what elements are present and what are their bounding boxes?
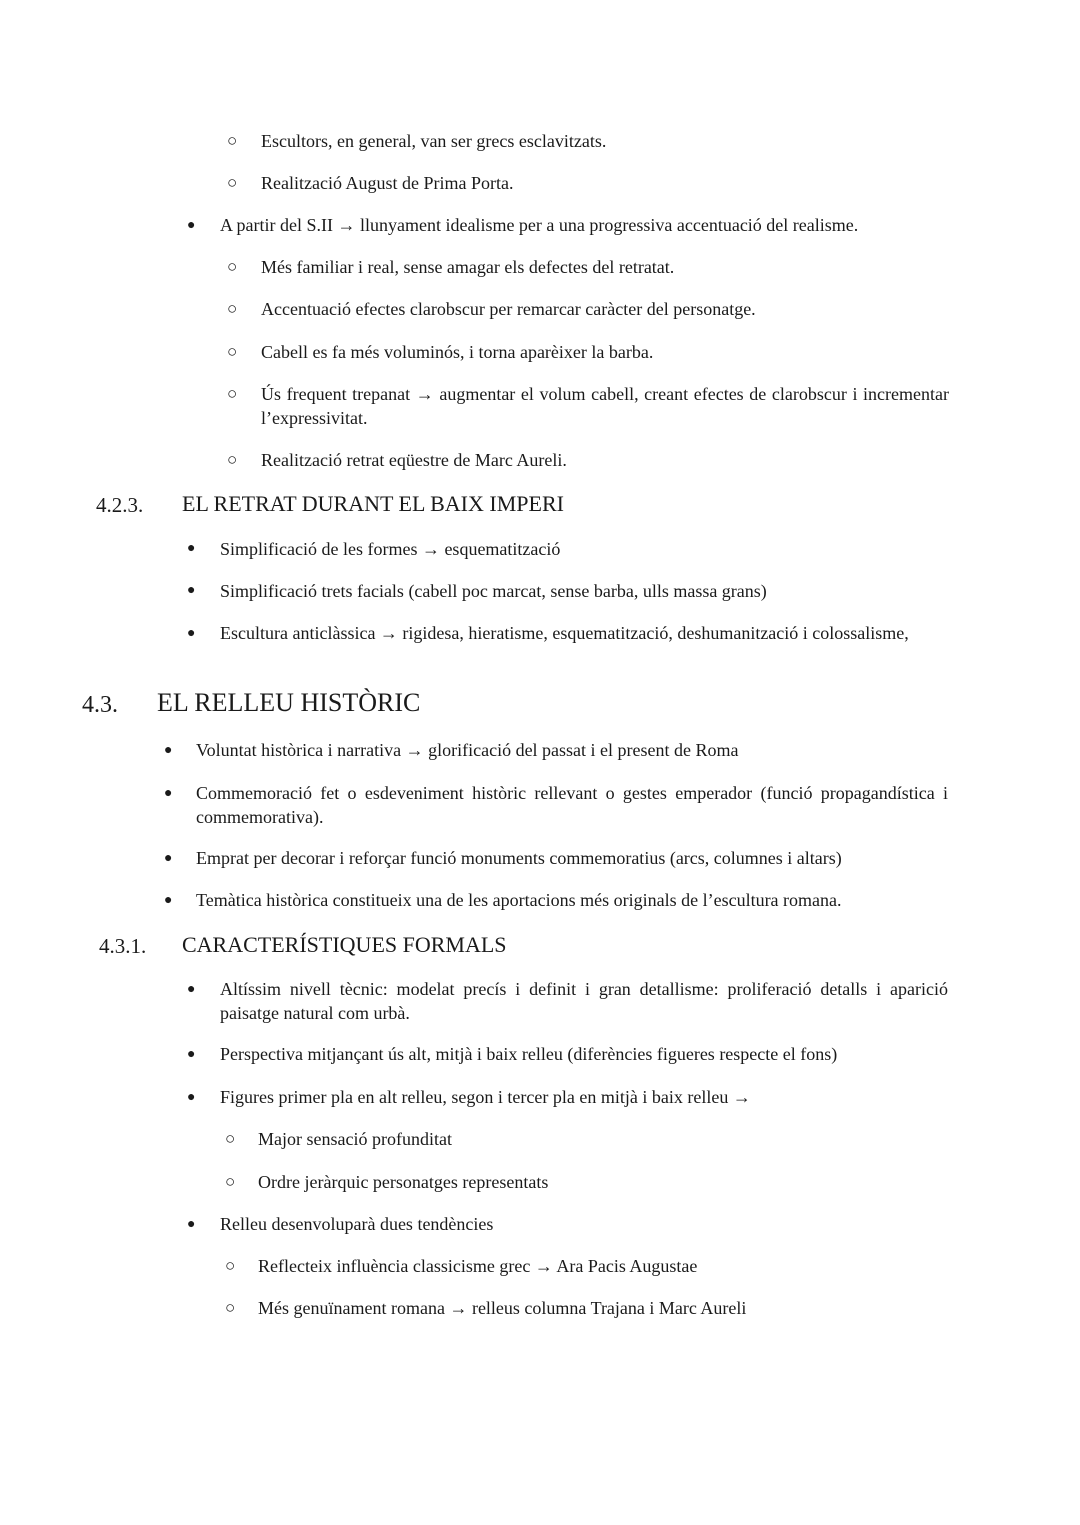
- bullet-marker: ●: [164, 743, 173, 758]
- section-number: 4.3.1.: [99, 934, 147, 958]
- bullet-marker: ●: [164, 786, 173, 801]
- sub-bullet-marker: ○: [227, 131, 238, 150]
- bullet-marker: ●: [187, 626, 196, 641]
- list-item: Perspectiva mitjançant ús alt, mitjà i baix relleu (diferències figueres respecte el fons): [220, 1044, 838, 1064]
- bullet-marker: ●: [187, 541, 196, 556]
- list-item: Major sensació profunditat: [258, 1129, 452, 1149]
- sub-bullet-marker: ○: [227, 257, 238, 276]
- list-item: Accentuació efectes clarobscur per remarcar caràcter del personatge.: [261, 299, 756, 319]
- list-item: Relleu desenvoluparà dues tendències: [220, 1214, 494, 1234]
- list-item: Emprat per decorar i reforçar funció monuments commemoratius (arcs, columnes i altars): [196, 848, 842, 868]
- bullet-marker: ●: [187, 583, 196, 598]
- list-item: Simplificació trets facials (cabell poc marcat, sense barba, ulls massa grans): [220, 581, 767, 601]
- bullet-marker: ●: [187, 218, 196, 233]
- list-item: Figures primer pla en alt relleu, segon i tercer pla en mitjà i baix relleu →: [220, 1087, 751, 1107]
- list-item: A partir del S.II → llunyament idealisme per a una progressiva accentuació del realisme.: [220, 215, 859, 235]
- list-item: Escultura anticlàssica → rigidesa, hieratisme, esquematització, deshumanització i colossalisme,: [220, 623, 909, 643]
- section-heading: EL RELLEU HISTÒRIC: [157, 688, 421, 717]
- bullet-marker: ●: [187, 1090, 196, 1105]
- list-item: Simplificació de les formes → esquematització: [220, 539, 561, 559]
- sub-bullet-marker: ○: [227, 450, 238, 469]
- bullet-marker: ●: [164, 893, 173, 908]
- bullet-marker: ●: [187, 1217, 196, 1232]
- list-item: Cabell es fa més voluminós, i torna aparèixer la barba.: [261, 342, 654, 362]
- list-item: Voluntat històrica i narrativa → glorificació del passat i el present de Roma: [196, 740, 739, 760]
- section-heading: EL RETRAT DURANT EL BAIX IMPERI: [182, 491, 564, 516]
- list-item: Commemoració fet o esdeveniment històric rellevant o gestes emperador (funció propagandística i commemorativa).: [196, 783, 948, 827]
- sub-bullet-marker: ○: [225, 1129, 236, 1148]
- list-item: Reflecteix influència classicisme grec → Ara Pacis Augustae: [258, 1256, 698, 1276]
- list-item: Altíssim nivell tècnic: modelat precís i definit i gran detallisme: proliferació detalls i aparició paisatge natural com urbà.: [220, 979, 948, 1023]
- bullet-marker: ●: [187, 1047, 196, 1062]
- list-item: Més genuïnament romana → relleus columna Trajana i Marc Aureli: [258, 1298, 747, 1318]
- sub-bullet-marker: ○: [227, 173, 238, 192]
- sub-bullet-marker: ○: [227, 299, 238, 318]
- list-item: Temàtica històrica constitueix una de les aportacions més originals de l’escultura romana.: [196, 890, 842, 910]
- bullet-marker: ●: [164, 851, 173, 866]
- bullet-marker: ●: [187, 982, 196, 997]
- section-heading: CARACTERÍSTIQUES FORMALS: [182, 932, 507, 957]
- sub-bullet-marker: ○: [227, 384, 238, 403]
- list-item: Ordre jeràrquic personatges representats: [258, 1172, 549, 1192]
- sub-bullet-marker: ○: [227, 342, 238, 361]
- sub-bullet-marker: ○: [225, 1256, 236, 1275]
- list-item: Més familiar i real, sense amagar els defectes del retratat.: [261, 257, 675, 277]
- section-number: 4.3.: [82, 692, 118, 718]
- list-item: Realització August de Prima Porta.: [261, 173, 514, 193]
- sub-bullet-marker: ○: [225, 1298, 236, 1317]
- list-item: Realització retrat eqüestre de Marc Aureli.: [261, 450, 567, 470]
- sub-bullet-marker: ○: [225, 1172, 236, 1191]
- list-item: Ús frequent trepanat → augmentar el volum cabell, creant efectes de clarobscur i incrementar l’expressivitat.: [261, 384, 949, 428]
- section-number: 4.2.3.: [96, 493, 144, 517]
- list-item: Escultors, en general, van ser grecs esclavitzats.: [261, 131, 607, 151]
